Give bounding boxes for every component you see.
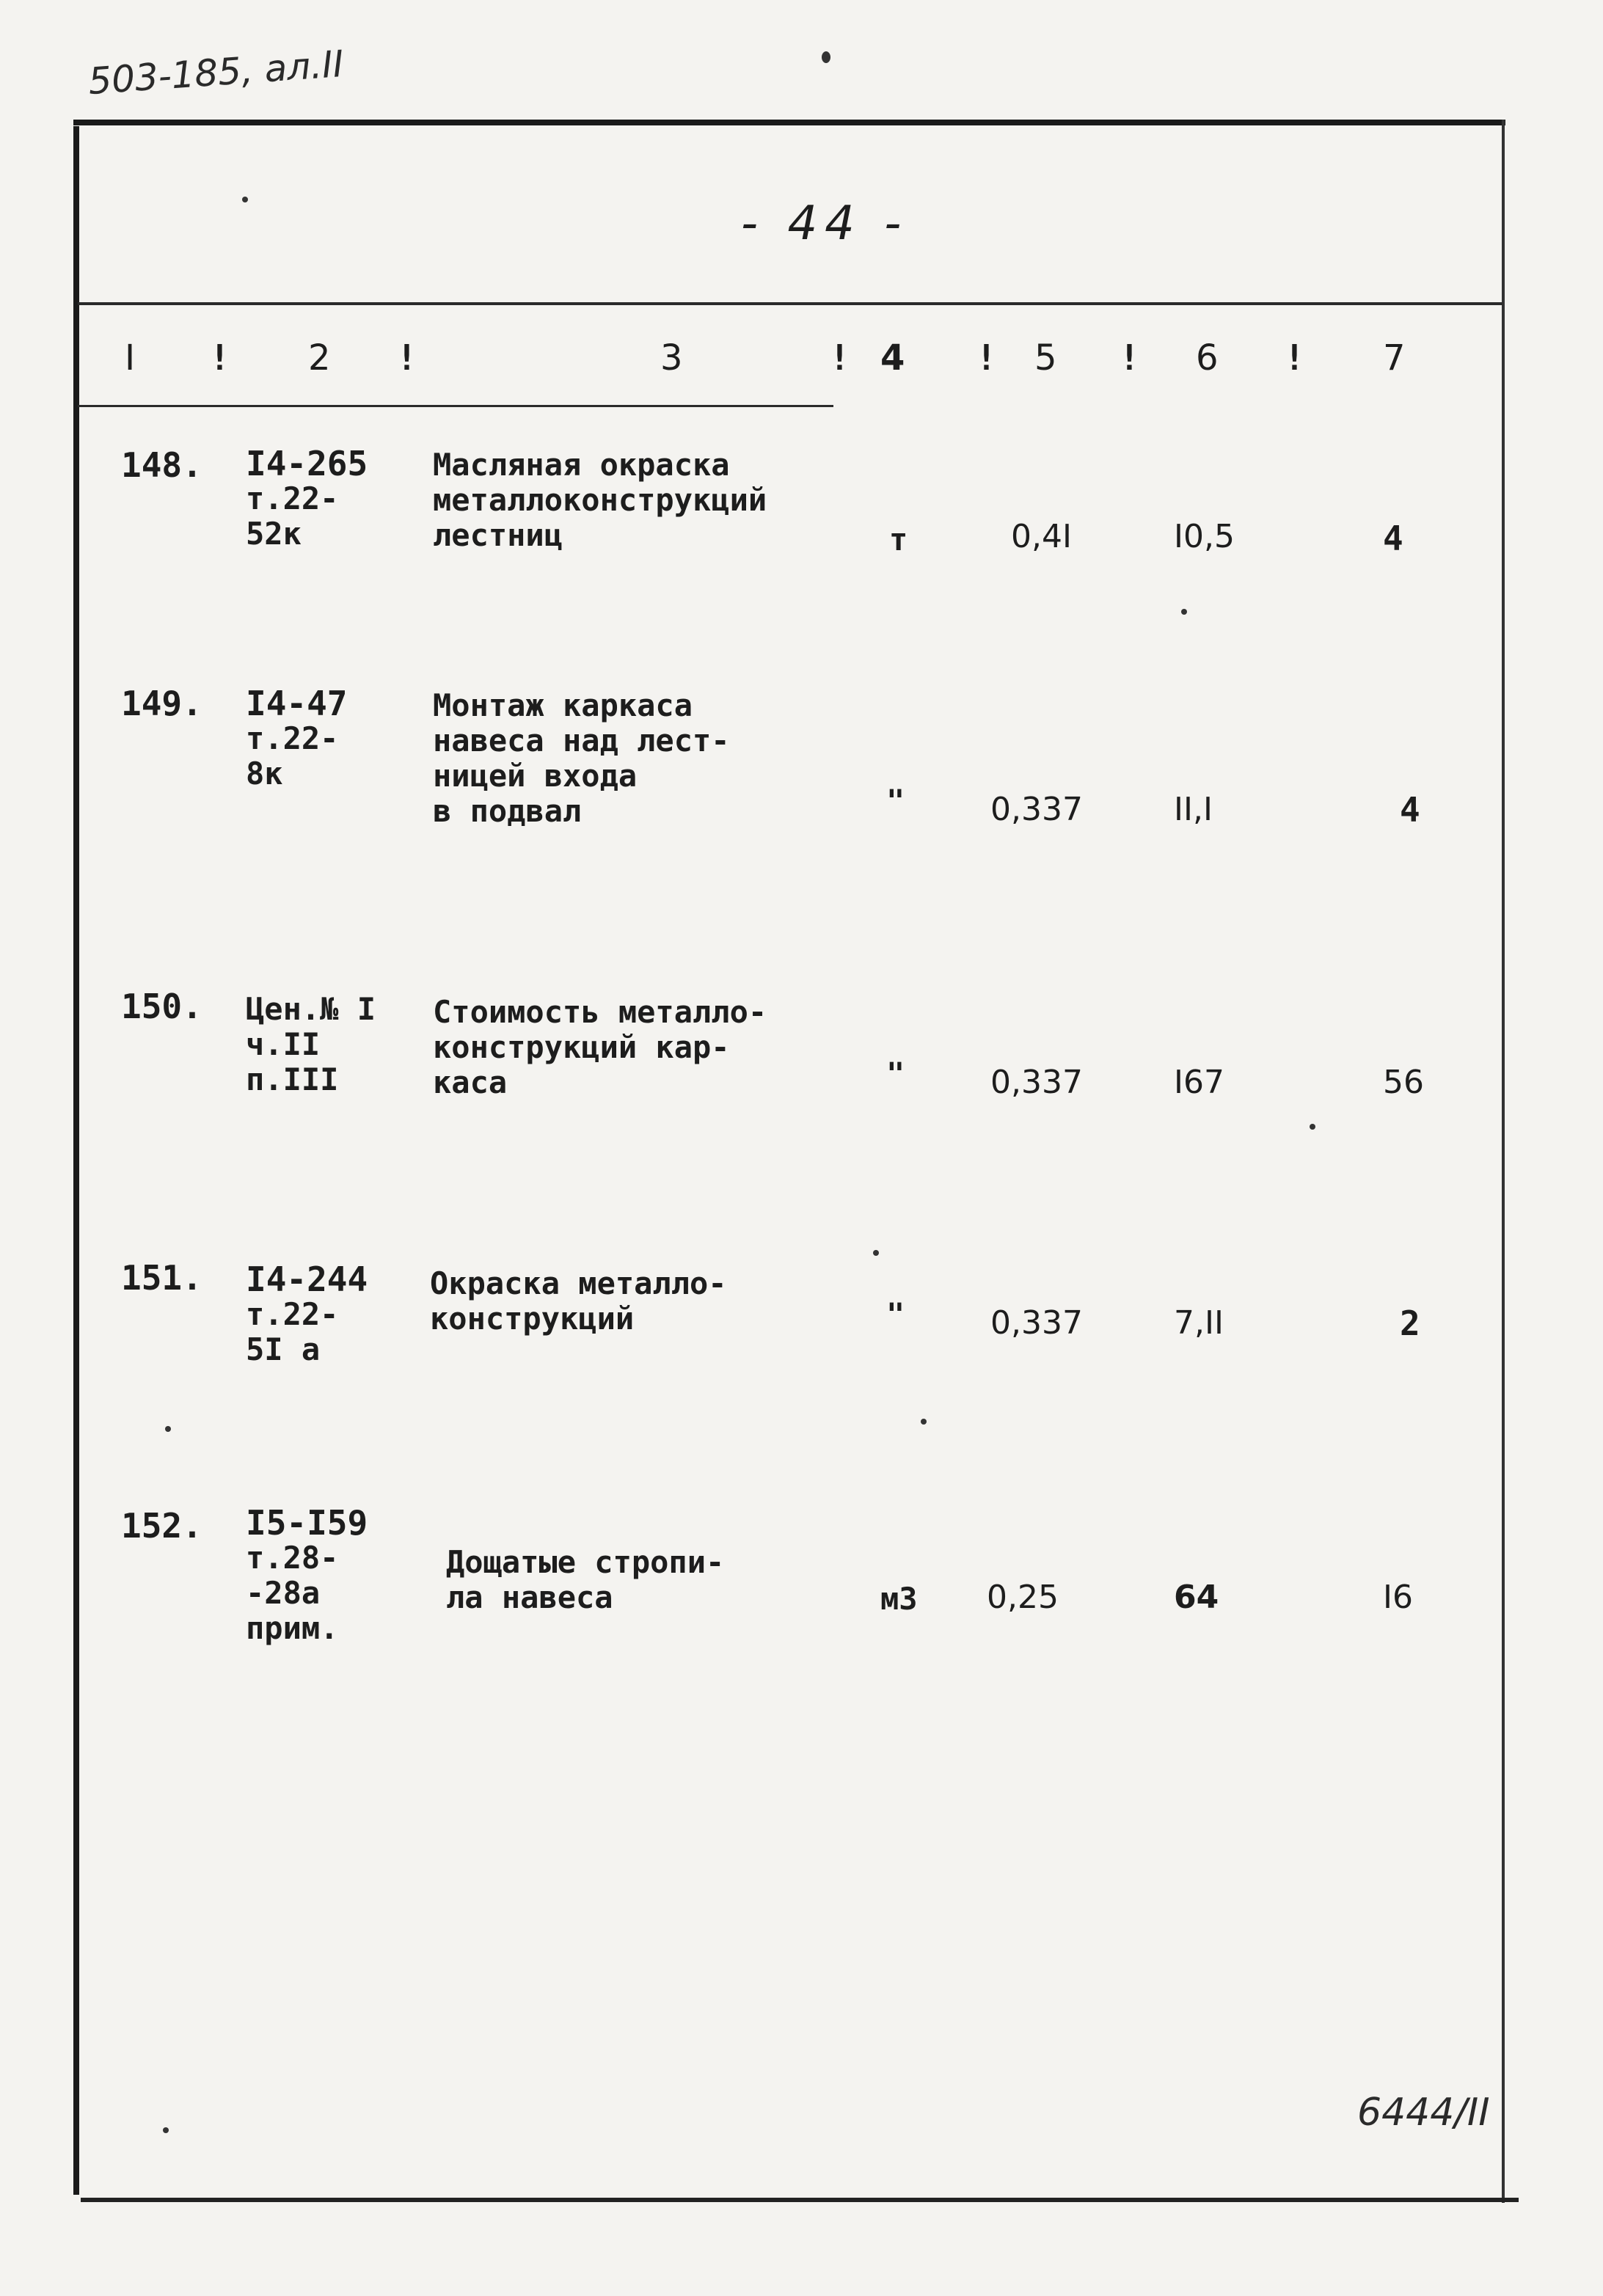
norm-code-line: I4-244 <box>246 1259 368 1299</box>
unit-price: II,I <box>1174 791 1213 828</box>
norm-code-line: I5-I59 <box>246 1503 368 1543</box>
quantity: 0,4I <box>1011 518 1072 555</box>
col-header-1: I <box>125 337 136 379</box>
work-description-line: металлоконструкций <box>433 482 767 518</box>
total-cost: 4 <box>1383 519 1403 558</box>
scan-speck <box>1310 1124 1315 1130</box>
norm-code-line: прим. <box>246 1610 339 1646</box>
work-description-line: Стоимость металло- <box>433 994 767 1030</box>
work-description-line: навеса над лест- <box>433 723 730 758</box>
col-header-5: 5 <box>1034 337 1057 379</box>
col-header-3: 3 <box>660 337 683 379</box>
unit-price: 7,II <box>1174 1304 1224 1342</box>
quantity: 0,337 <box>990 791 1083 828</box>
norm-code-line: т.22- <box>246 480 339 516</box>
work-description-line: в подвал <box>433 793 582 829</box>
col-header-6: 6 <box>1196 337 1219 379</box>
work-description-line: Дощатые стропи- <box>446 1544 725 1580</box>
norm-code-line: 8к <box>246 756 283 791</box>
work-description-line: каса <box>433 1064 508 1100</box>
row-number: 151. <box>121 1258 202 1298</box>
col-header-4: 4 <box>880 337 905 379</box>
norm-code-line: -28а <box>246 1575 321 1611</box>
unit-ditto: " <box>886 783 905 819</box>
unit-ditto: " <box>886 1296 905 1332</box>
header-rule-bottom <box>78 405 833 407</box>
frame-bottom <box>81 2198 1519 2202</box>
ink-dot <box>822 51 830 63</box>
corner-note: 503-185, ал.II <box>87 42 346 103</box>
row-number: 148. <box>121 445 202 485</box>
unit: т <box>889 522 908 557</box>
norm-code-line: I4-265 <box>246 444 368 483</box>
norm-code-line: т.28- <box>246 1540 339 1576</box>
frame-left <box>73 126 79 2195</box>
col-separator: ! <box>1119 337 1140 379</box>
total-cost: 2 <box>1400 1304 1420 1343</box>
norm-code-line: т.22- <box>246 1296 339 1332</box>
unit-price: I0,5 <box>1174 518 1235 555</box>
scan-speck <box>1181 609 1187 615</box>
col-separator: ! <box>396 337 417 379</box>
work-description-line: конструкций <box>430 1301 635 1337</box>
unit: м3 <box>880 1581 918 1617</box>
scan-speck <box>163 2127 169 2133</box>
norm-code-line: 52к <box>246 516 302 552</box>
norm-code-line: Цен.№ I <box>246 991 376 1027</box>
header-rule-top <box>78 302 1502 305</box>
page-number: - 44 - <box>741 197 909 251</box>
quantity: 0,25 <box>987 1579 1059 1616</box>
total-cost: 56 <box>1383 1064 1424 1101</box>
col-header-7: 7 <box>1383 337 1406 379</box>
row-number: 150. <box>121 987 202 1026</box>
scan-speck <box>165 1426 171 1432</box>
frame-right <box>1502 120 1505 2203</box>
total-cost: I6 <box>1383 1579 1413 1616</box>
col-separator: ! <box>829 337 850 379</box>
row-number: 149. <box>121 684 202 723</box>
unit-price: I67 <box>1174 1064 1224 1101</box>
norm-code-line: 5I а <box>246 1331 321 1367</box>
work-description-line: ницей входа <box>433 758 638 794</box>
work-description-line: Окраска металло- <box>430 1265 727 1301</box>
unit-ditto: " <box>886 1056 905 1092</box>
norm-code-line: ч.II <box>246 1026 321 1062</box>
norm-code-line: т.22- <box>246 720 339 756</box>
col-header-2: 2 <box>308 337 331 379</box>
work-description-line: конструкций кар- <box>433 1029 730 1065</box>
quantity: 0,337 <box>990 1064 1083 1101</box>
norm-code-line: I4-47 <box>246 684 348 723</box>
work-description-line: лестниц <box>433 517 563 553</box>
col-separator: ! <box>976 337 997 379</box>
scan-speck <box>242 197 248 202</box>
scan-speck <box>921 1419 927 1425</box>
col-separator: ! <box>209 337 230 379</box>
work-description-line: ла навеса <box>446 1579 613 1615</box>
archive-mark: 6444/II <box>1357 2091 1490 2135</box>
norm-code-line: п.III <box>246 1061 339 1097</box>
row-number: 152. <box>121 1506 202 1546</box>
scan-speck <box>873 1250 879 1256</box>
col-separator: ! <box>1284 337 1305 379</box>
work-description-line: Монтаж каркаса <box>433 687 693 723</box>
frame-top <box>73 120 1505 125</box>
quantity: 0,337 <box>990 1304 1083 1342</box>
unit-price: 64 <box>1174 1579 1219 1616</box>
total-cost: 4 <box>1400 790 1420 830</box>
work-description-line: Масляная окраска <box>433 447 730 483</box>
